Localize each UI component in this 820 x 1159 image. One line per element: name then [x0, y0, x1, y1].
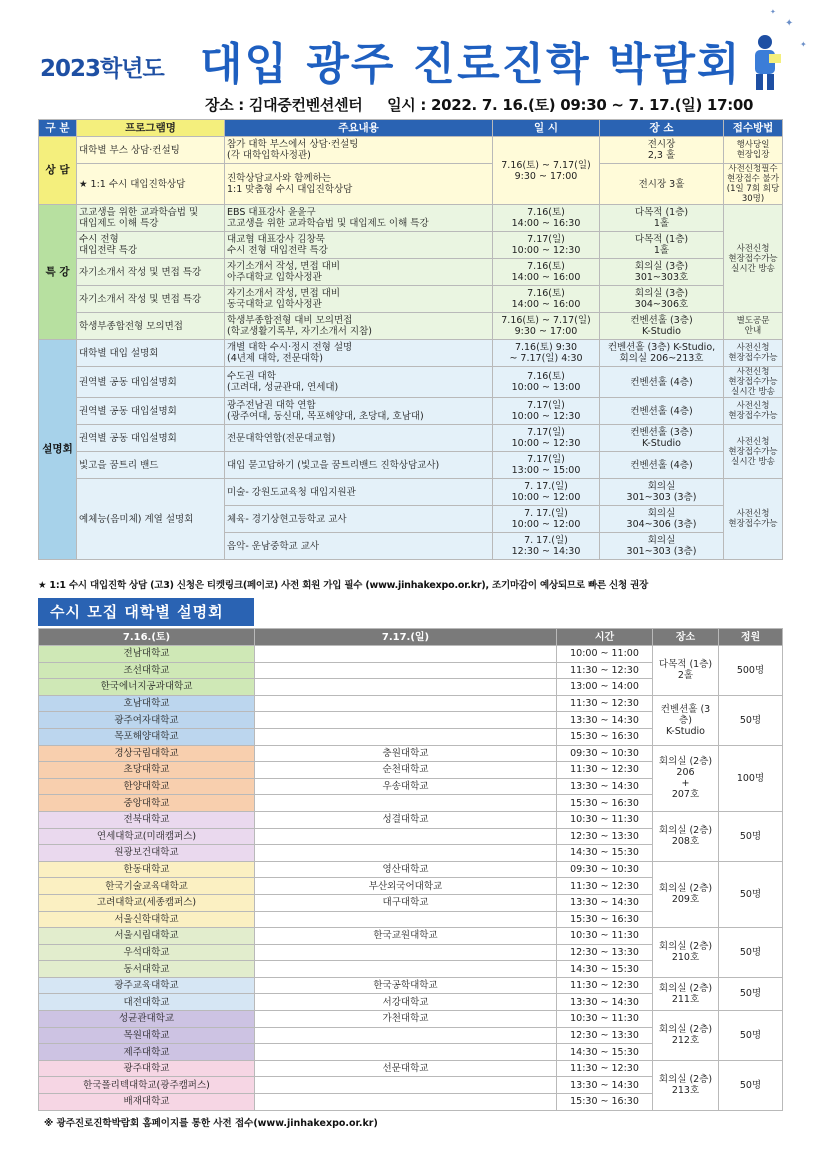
datetime-cell: 7.16(토) 9:30 ~ 7.17(일) 4:30: [493, 340, 600, 367]
day2-university-cell: 서강대학교: [255, 994, 557, 1011]
table-row: [39, 861, 783, 878]
program-row: [39, 313, 783, 340]
category-cell: 설명회: [39, 340, 77, 560]
content-cell: EBS 대표강사 윤윤구 고교생을 위한 교과학습법 및 대입제도 이해 특강: [225, 205, 493, 232]
method-cell: 사전신청 현장접수가능: [724, 340, 783, 367]
time-cell: 11:30 ~ 12:30: [557, 662, 653, 679]
content-cell: 학생부종합전형 대비 모의면접 (학교생활기록부, 자기소개서 지참): [225, 313, 493, 340]
datetime-cell: 7.17(일) 10:00 ~ 12:30: [493, 398, 600, 425]
day1-university-cell: 전남대학교: [39, 646, 255, 663]
col-header-time: 시간: [557, 629, 653, 646]
place-cell: 회의실 304~306 (3층): [600, 506, 724, 533]
program-header-row: [39, 120, 783, 137]
datetime-cell: 7. 17.(일) 10:00 ~ 12:00: [493, 506, 600, 533]
place-cell: 회의실 (3층) 304~306호: [600, 286, 724, 313]
day1-university-cell: 서울신학대학교: [39, 911, 255, 928]
place-cell: 회의실 (2층) 211호: [653, 977, 719, 1010]
day1-university-cell: 중앙대학교: [39, 795, 255, 812]
datetime-cell: 7.16(토) 10:00 ~ 13:00: [493, 367, 600, 398]
program-name-cell: 대학별 대입 설명회: [77, 340, 225, 367]
place-cell: 회의실 (2층) 210호: [653, 928, 719, 978]
footer-note: ※ 광주진로진학박람회 홈페이지를 통한 사전 접수(www.jinhakexpo.or.kr): [44, 1118, 378, 1129]
table-row: [39, 977, 783, 994]
col-header-day2: 7.17.(일): [255, 629, 557, 646]
capacity-cell: 50명: [719, 811, 783, 861]
day2-university-cell: 성결대학교: [255, 811, 557, 828]
content-cell: 미술- 강원도교육청 대입지원관: [225, 479, 493, 506]
place-cell: 전시장 2,3 홀: [600, 137, 724, 164]
time-cell: 10:30 ~ 11:30: [557, 1011, 653, 1028]
place-cell: 회의실 (2층) 209호: [653, 861, 719, 927]
sparkle-icon: ✦: [770, 8, 776, 16]
place-cell: 컨벤션홀 (3층) K-Studio, 회의실 206~213호: [600, 340, 724, 367]
method-cell: 사전신청 현장접수가능 실시간 방송: [724, 425, 783, 479]
place-cell: 회의실 301~303 (3층): [600, 479, 724, 506]
day2-university-cell: 영산대학교: [255, 861, 557, 878]
method-cell: 사전신청 현장접수가능: [724, 398, 783, 425]
day1-university-cell: 광주대학교: [39, 1060, 255, 1077]
time-cell: 13:00 ~ 14:00: [557, 679, 653, 696]
time-cell: 11:30 ~ 12:30: [557, 977, 653, 994]
program-name-cell: 예체능(음미체) 계열 설명회: [77, 479, 225, 560]
content-cell: 대교협 대표강사 김창묵 수시 전형 대입전략 특강: [225, 232, 493, 259]
header: [0, 0, 820, 95]
day1-university-cell: 원광보건대학교: [39, 845, 255, 862]
table-row: [39, 1011, 783, 1028]
time-cell: 14:30 ~ 15:30: [557, 845, 653, 862]
capacity-cell: 50명: [719, 695, 783, 745]
content-cell: 개별 대학 수시·정시 전형 설명 (4년제 대학, 전문대학): [225, 340, 493, 367]
day2-university-cell: [255, 795, 557, 812]
time-cell: 11:30 ~ 12:30: [557, 1060, 653, 1077]
place-cell: 다목적 (1층) 1홀: [600, 232, 724, 259]
content-cell: 자기소개서 작성, 면접 대비 아주대학교 입학사정관: [225, 259, 493, 286]
datetime-cell: 7.17(일) 10:00 ~ 12:30: [493, 232, 600, 259]
day1-university-cell: 목원대학교: [39, 1027, 255, 1044]
section-title: 수시 모집 대학별 설명회: [38, 598, 254, 626]
time-cell: 13:30 ~ 14:30: [557, 994, 653, 1011]
time-cell: 15:30 ~ 16:30: [557, 795, 653, 812]
program-row: [39, 259, 783, 286]
day2-university-cell: [255, 695, 557, 712]
day1-university-cell: 한국기술교육대학교: [39, 878, 255, 895]
table-row: [39, 1060, 783, 1077]
time-cell: 12:30 ~ 13:30: [557, 828, 653, 845]
university-schedule-table: [38, 628, 783, 1111]
method-cell: 사전신청 현장접수가능: [724, 479, 783, 560]
content-cell: 참가 대학 부스에서 상담·컨설팅 (각 대학입학사정관): [225, 137, 493, 164]
capacity-cell: 50명: [719, 861, 783, 927]
content-cell: 음악- 운남중학교 교사: [225, 533, 493, 560]
program-table: [38, 119, 783, 560]
time-cell: 14:30 ~ 15:30: [557, 961, 653, 978]
place-cell: 컨벤션홀 (3층) K-Studio: [600, 425, 724, 452]
program-row: [39, 452, 783, 479]
program-name-cell: 수시 전형 대입전략 특강: [77, 232, 225, 259]
program-row: [39, 367, 783, 398]
day2-university-cell: [255, 1027, 557, 1044]
univ-header-row: [39, 629, 783, 646]
day2-university-cell: 가천대학교: [255, 1011, 557, 1028]
signup-note: ★ 1:1 수시 대입진학 상담 (고3) 신청은 티켓링크(페이코) 사전 회원 가입 필수 (www.jinhakexpo.or.kr), 조기마감이 예상되므로 빠른 신청 권장: [38, 580, 649, 591]
day2-university-cell: 선문대학교: [255, 1060, 557, 1077]
day1-university-cell: 고려대학교(세종캠퍼스): [39, 894, 255, 911]
time-cell: 13:30 ~ 14:30: [557, 778, 653, 795]
program-row: [39, 340, 783, 367]
table-row: [39, 695, 783, 712]
day1-university-cell: 한국에너지공과대학교: [39, 679, 255, 696]
program-row: [39, 479, 783, 506]
day1-university-cell: 동서대학교: [39, 961, 255, 978]
day1-university-cell: 목포해양대학교: [39, 728, 255, 745]
datetime-cell: 7. 17.(일) 10:00 ~ 12:00: [493, 479, 600, 506]
capacity-cell: 50명: [719, 1011, 783, 1061]
year-label: 2023학년도: [40, 56, 164, 82]
table-row: [39, 811, 783, 828]
day1-university-cell: 성균관대학교: [39, 1011, 255, 1028]
time-cell: 13:30 ~ 14:30: [557, 712, 653, 729]
time-cell: 11:30 ~ 12:30: [557, 878, 653, 895]
program-name-cell: 권역별 공동 대입설명회: [77, 425, 225, 452]
datetime-cell: 7.17(일) 10:00 ~ 12:30: [493, 425, 600, 452]
col-header-place: 장소: [653, 629, 719, 646]
day2-university-cell: [255, 1077, 557, 1094]
day2-university-cell: [255, 944, 557, 961]
time-cell: 11:30 ~ 12:30: [557, 695, 653, 712]
program-row: [39, 425, 783, 452]
datetime-cell: 7.16(토) 14:00 ~ 16:30: [493, 205, 600, 232]
day2-university-cell: [255, 961, 557, 978]
method-cell: 사전신청 현장접수가능 실시간 방송: [724, 205, 783, 313]
program-name-cell: 고교생을 위한 교과학습법 및 대입제도 이해 특강: [77, 205, 225, 232]
day1-university-cell: 광주교육대학교: [39, 977, 255, 994]
place-cell: 회의실 (3층) 301~303호: [600, 259, 724, 286]
time-cell: 09:30 ~ 10:30: [557, 745, 653, 762]
table-row: [39, 646, 783, 663]
content-cell: 대입 묻고답하기 (빛고을 꿈트리밴드 진학상담교사): [225, 452, 493, 479]
datetime-cell: 7.16(토) ~ 7.17(일) 9:30 ~ 17:00: [493, 137, 600, 205]
day1-university-cell: 배재대학교: [39, 1094, 255, 1111]
content-cell: 수도권 대학 (고려대, 성균관대, 연세대): [225, 367, 493, 398]
content-cell: 진학상담교사와 함께하는 1:1 맞춤형 수시 대입진학상담: [225, 164, 493, 205]
day2-university-cell: [255, 845, 557, 862]
day2-university-cell: 우송대학교: [255, 778, 557, 795]
capacity-cell: 50명: [719, 928, 783, 978]
time-cell: 11:30 ~ 12:30: [557, 762, 653, 779]
day1-university-cell: 제주대학교: [39, 1044, 255, 1061]
venue-date-line: [205, 94, 753, 115]
datetime-cell: 7.16(토) 14:00 ~ 16:00: [493, 259, 600, 286]
method-cell: 별도공문 안내: [724, 313, 783, 340]
day2-university-cell: 충원대학교: [255, 745, 557, 762]
time-cell: 13:30 ~ 14:30: [557, 894, 653, 911]
content-cell: 광주전남권 대학 연합 (광주여대, 동신대, 목포해양대, 초당대, 호남대): [225, 398, 493, 425]
program-row: [39, 205, 783, 232]
day2-university-cell: 대구대학교: [255, 894, 557, 911]
datetime-cell: 7. 17.(일) 12:30 ~ 14:30: [493, 533, 600, 560]
content-cell: 전문대학연합(전문대교협): [225, 425, 493, 452]
col-header-category: 구 분: [39, 120, 77, 137]
place-cell: 컨벤션홀 (4층): [600, 398, 724, 425]
time-cell: 12:30 ~ 13:30: [557, 1027, 653, 1044]
day2-university-cell: [255, 1044, 557, 1061]
datetime-cell: 7.16(토) 14:00 ~ 16:00: [493, 286, 600, 313]
method-cell: 행사당일 현장입장: [724, 137, 783, 164]
day2-university-cell: [255, 1094, 557, 1111]
date-text: 일시 : 2022. 7. 16.(토) 09:30 ~ 7. 17.(일) 17:00: [387, 96, 754, 114]
day1-university-cell: 우석대학교: [39, 944, 255, 961]
program-name-cell: 빛고을 꿈트리 밴드: [77, 452, 225, 479]
day1-university-cell: 한국폴리텍대학교(광주캠퍼스): [39, 1077, 255, 1094]
capacity-cell: 50명: [719, 977, 783, 1010]
category-cell: 특 강: [39, 205, 77, 340]
day1-university-cell: 호남대학교: [39, 695, 255, 712]
person-illustration-icon: [745, 32, 785, 92]
table-row: [39, 745, 783, 762]
day2-university-cell: 순천대학교: [255, 762, 557, 779]
program-name-cell: 권역별 공동 대입설명회: [77, 367, 225, 398]
day1-university-cell: 전북대학교: [39, 811, 255, 828]
day2-university-cell: 한국교원대학교: [255, 928, 557, 945]
program-row: [39, 137, 783, 164]
capacity-cell: 500명: [719, 646, 783, 696]
day1-university-cell: 대전대학교: [39, 994, 255, 1011]
time-cell: 15:30 ~ 16:30: [557, 728, 653, 745]
content-cell: 자기소개서 작성, 면접 대비 동국대학교 입학사정관: [225, 286, 493, 313]
time-cell: 15:30 ~ 16:30: [557, 1094, 653, 1111]
datetime-cell: 7.17(일) 13:00 ~ 15:00: [493, 452, 600, 479]
venue-text: 장소 : 김대중컨벤션센터: [205, 96, 363, 114]
time-cell: 12:30 ~ 13:30: [557, 944, 653, 961]
program-name-cell: 자기소개서 작성 및 면접 특강: [77, 259, 225, 286]
place-cell: 다목적 (1층) 1홀: [600, 205, 724, 232]
program-name-cell: 학생부종합전형 모의면접: [77, 313, 225, 340]
time-cell: 09:30 ~ 10:30: [557, 861, 653, 878]
time-cell: 15:30 ~ 16:30: [557, 911, 653, 928]
place-cell: 회의실 301~303 (3층): [600, 533, 724, 560]
program-row: [39, 232, 783, 259]
day2-university-cell: [255, 911, 557, 928]
col-header-program: 프로그램명: [77, 120, 225, 137]
program-name-cell: ★ 1:1 수시 대입진학상담: [77, 164, 225, 205]
sparkle-icon: ✦: [800, 40, 807, 49]
col-header-place: 장 소: [600, 120, 724, 137]
day2-university-cell: [255, 679, 557, 696]
table-row: [39, 928, 783, 945]
day2-university-cell: 한국공학대학교: [255, 977, 557, 994]
col-header-method: 접수방법: [724, 120, 783, 137]
day1-university-cell: 서울시립대학교: [39, 928, 255, 945]
method-cell: 사전신청필수 현장접수 불가 (1일 7회 회당 30명): [724, 164, 783, 205]
time-cell: 10:00 ~ 11:00: [557, 646, 653, 663]
place-cell: 컨벤션홀 (3층) K-Studio: [600, 313, 724, 340]
program-row: [39, 164, 783, 205]
day2-university-cell: [255, 646, 557, 663]
day1-university-cell: 초당대학교: [39, 762, 255, 779]
time-cell: 10:30 ~ 11:30: [557, 928, 653, 945]
place-cell: 컨벤션홀 (3층) K-Studio: [653, 695, 719, 745]
day1-university-cell: 조선대학교: [39, 662, 255, 679]
day2-university-cell: [255, 662, 557, 679]
col-header-datetime: 일 시: [493, 120, 600, 137]
day2-university-cell: [255, 712, 557, 729]
time-cell: 14:30 ~ 15:30: [557, 1044, 653, 1061]
place-cell: 회의실 (2층) 206 + 207호: [653, 745, 719, 811]
place-cell: 회의실 (2층) 212호: [653, 1011, 719, 1061]
capacity-cell: 50명: [719, 1060, 783, 1110]
time-cell: 10:30 ~ 11:30: [557, 811, 653, 828]
method-cell: 사전신청 현장접수가능 실시간 방송: [724, 367, 783, 398]
program-row: [39, 398, 783, 425]
time-cell: 13:30 ~ 14:30: [557, 1077, 653, 1094]
category-cell: 상 담: [39, 137, 77, 205]
place-cell: 컨벤션홀 (4층): [600, 367, 724, 398]
place-cell: 회의실 (2층) 208호: [653, 811, 719, 861]
place-cell: 컨벤션홀 (4층): [600, 452, 724, 479]
program-name-cell: 대학별 부스 상담·컨설팅: [77, 137, 225, 164]
day1-university-cell: 경상국립대학교: [39, 745, 255, 762]
datetime-cell: 7.16(토) ~ 7.17(일) 9:30 ~ 17:00: [493, 313, 600, 340]
day1-university-cell: 한양대학교: [39, 778, 255, 795]
place-cell: 전시장 3홀: [600, 164, 724, 205]
col-header-capacity: 정원: [719, 629, 783, 646]
day1-university-cell: 광주여자대학교: [39, 712, 255, 729]
col-header-content: 주요내용: [225, 120, 493, 137]
day2-university-cell: 부산외국어대학교: [255, 878, 557, 895]
sparkle-icon: ✦: [785, 18, 794, 29]
program-name-cell: 자기소개서 작성 및 면접 특강: [77, 286, 225, 313]
place-cell: 회의실 (2층) 213호: [653, 1060, 719, 1110]
day1-university-cell: 한동대학교: [39, 861, 255, 878]
place-cell: 다목적 (1층) 2홀: [653, 646, 719, 696]
day1-university-cell: 연세대학교(미래캠퍼스): [39, 828, 255, 845]
day2-university-cell: [255, 728, 557, 745]
page-title: 대입 광주 진로진학 박람회: [200, 39, 742, 90]
capacity-cell: 100명: [719, 745, 783, 811]
program-name-cell: 권역별 공동 대입설명회: [77, 398, 225, 425]
program-row: [39, 286, 783, 313]
day2-university-cell: [255, 828, 557, 845]
content-cell: 체육- 경기상현고등학교 교사: [225, 506, 493, 533]
col-header-day1: 7.16.(토): [39, 629, 255, 646]
